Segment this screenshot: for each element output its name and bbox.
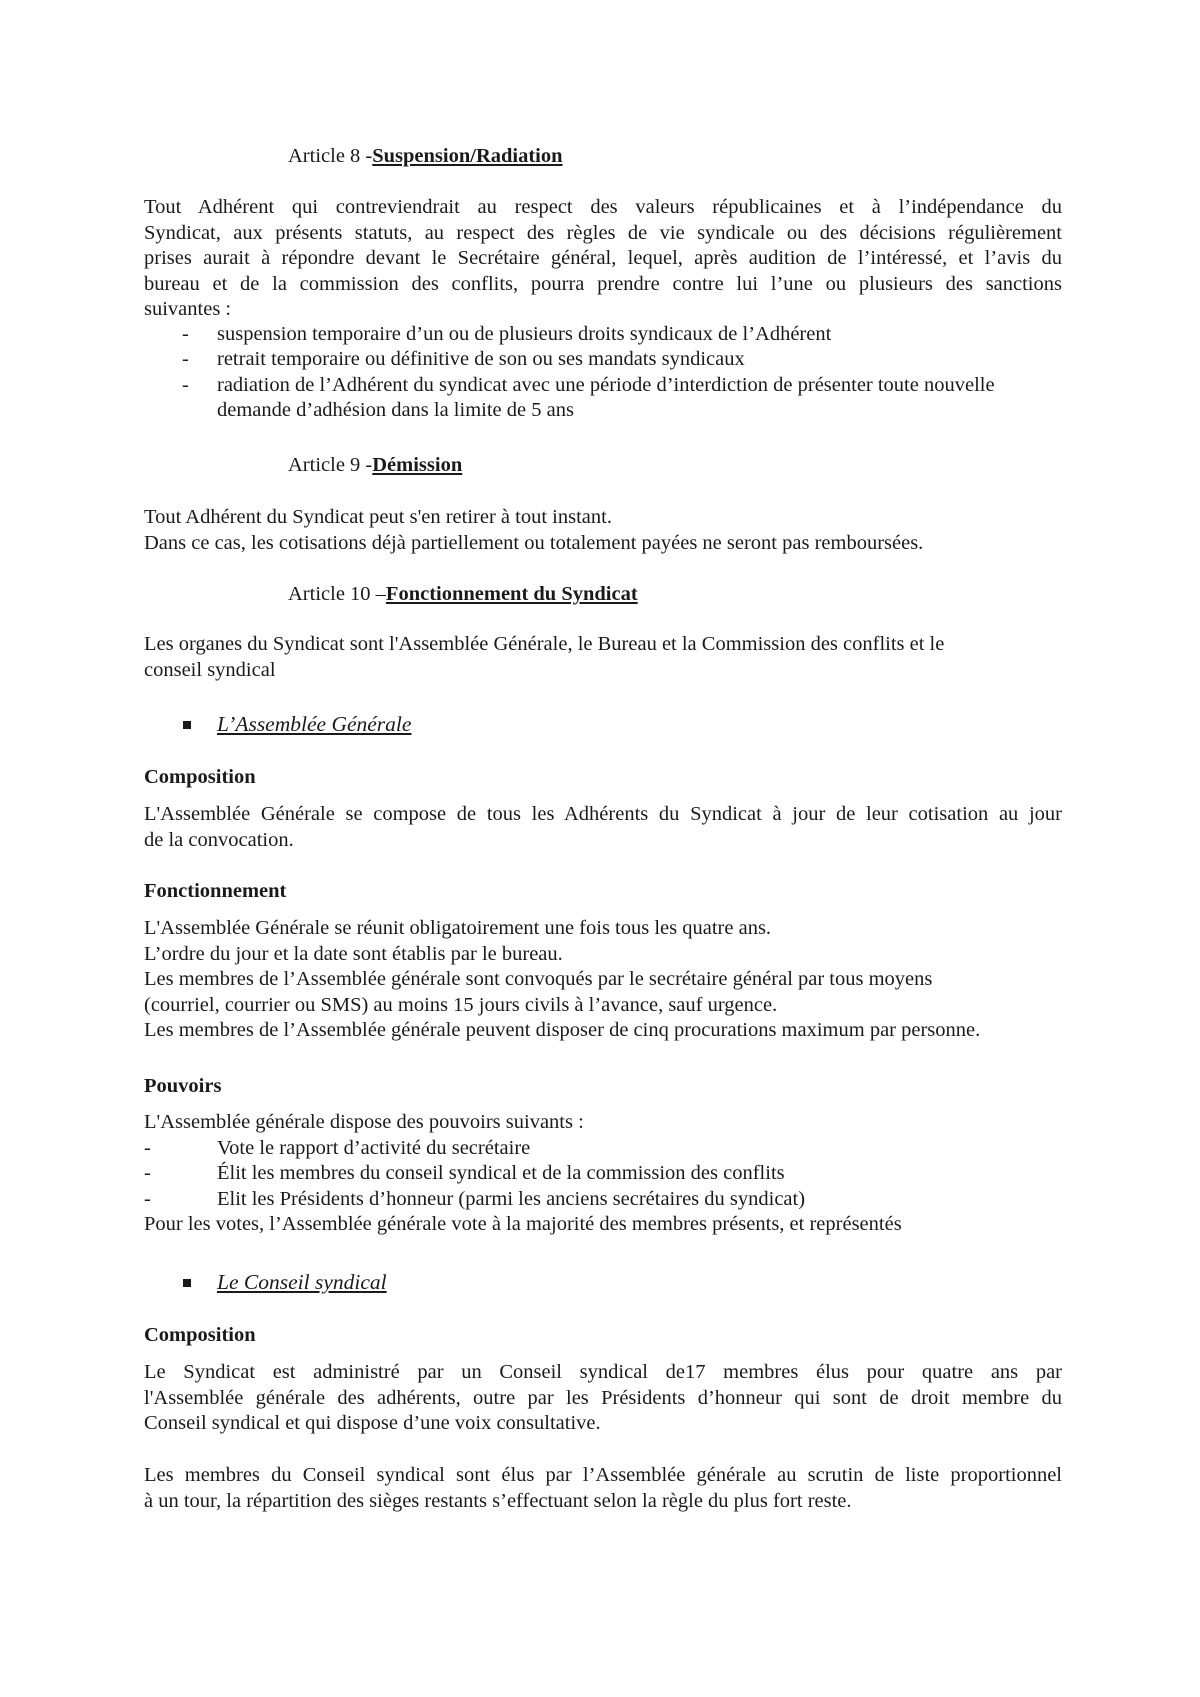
square-bullet-icon	[183, 1279, 191, 1287]
cs-election-paragraph: Les membres du Conseil syndical sont élus par l’Assemblée générale au scrutin de liste proportionnel à un tour, la répartition des sièges restants s’effectuant selon la règle du plus fort reste.	[144, 1464, 1062, 1512]
article-10-paragraph: Les organes du Syndicat sont l'Assemblée Générale, le Bureau et la Commission des conflits et le conseil syndical	[144, 633, 945, 681]
ag-pouvoirs-label: Pouvoirs	[144, 1075, 222, 1097]
ag-composition-paragraph: L'Assemblée Générale se compose de tous les Adhérents du Syndicat à jour de leur cotisation au jour de la convocation.	[144, 803, 1062, 851]
ag-fonctionnement-paragraph: L'Assemblée Générale se réunit obligatoirement une fois tous les quatre ans. L’ordre du jour et la date sont établis par le bureau. Les membres de l’Assemblée générale sont convoqués par le secrétaire général par tous moyens (courriel, courrier ou SMS) au moins 15 jours civils à l’avance, sauf urgence. Les membres de l’Assemblée générale peuvent disposer de cinq procurations maximum par personne.	[144, 917, 981, 1041]
article-9-title: Démission	[372, 454, 463, 476]
article-9-heading: Article 9 -Démission	[288, 454, 463, 476]
ag-composition-label: Composition	[144, 766, 256, 788]
article-8-title: Suspension/Radiation	[372, 145, 563, 167]
ag-pouvoirs-intro: L'Assemblée générale dispose des pouvoirs suivants :	[144, 1111, 584, 1133]
article-10-heading: Article 10 –Fonctionnement du Syndicat	[288, 583, 638, 605]
article-8-paragraph: Tout Adhérent qui contreviendrait au respect des valeurs républicaines et à l’indépendance du Syndicat, aux présents statuts, au respect des règles de vie syndicale ou des décisions régulièrement prises aurait à répondre devant le Secrétaire général, lequel, après audition de l’intéressé, et l’avis du bureau et de la commission des conflits, pourra prendre contre lui l’une ou plusieurs des sanctions suivantes :	[144, 196, 1062, 320]
document-page: Article 8 -Suspension/Radiation Tout Adhérent qui contreviendrait au respect des valeurs républicaines et à l’indépendance du Syndicat, aux présents statuts, au respect des règles de vie syndicale ou des décisions régulièrement prises aurait à répondre devant le Secrétaire général, lequel, après audition de l’intéressé, et l’avis du bureau et de la commission des conflits, pourra prendre contre lui l’une ou plusieurs des sanctions suivantes : - suspension temporaire d’un ou de plusieurs droits syndicaux de l’Adhérent - retrait temporaire ou définitive de son ou ses mandats syndicaux - radiation de l’Adhérent du syndicat avec une période d’interdiction de présenter toute nouvelle demande d’adhésion dans la limite de 5 ans Article 9 -Démission Tout Adhérent du Syndicat peut s'en retirer à tout instant. Dans ce cas, les cotisations déjà partiellement ou totalement payées ne seront pas remboursées. Article 10 –Fonctionnement du Syndicat Les organes du Syndicat sont l'Assemblée Générale, le Bureau et la Commission des conflits et le conseil syndical L’Assemblée Générale Composition L'Assemblée Générale se compose de tous les Adhérents du Syndicat à jour de leur cotisation au jour de la convocation. Fonctionnement L'Assemblée Générale se réunit obligatoirement une fois tous les quatre ans. L’ordre du jour et la date sont établis par le bureau. Les membres de l’Assemblée générale sont convoqués par le secrétaire général par tous moyens (courriel, courrier ou SMS) au moins 15 jours civils à l’avance, sauf urgence. Les membres de l’Assemblée générale peuvent disposer de cinq procurations maximum par personne. Pouvoirs L'Assemblée générale dispose des pouvoirs suivants : - Vote le rapport d’activité du secrétaire - Élit les membres du conseil syndical et de la commission des conflits - Elit les Présidents d’honneur (parmi les anciens secrétaires du syndicat) Pour les votes, l’Assemblée générale vote à la majorité des membres présents, et représentés Le Conseil syndical Composition Le Syndicat est administré par un Conseil syndical de17 membres élus pour quatre ans par l'Assemblée générale des adhérents, outre par les Présidents d’honneur qui sont de droit membre du Conseil syndical et qui dispose d’une voix consultative. Les membres du Conseil syndical sont élus par l’Assemblée générale au scrutin de liste proportionnel à un tour, la répartition des sièges restants s’effectuant selon la règle du plus fort reste.	[0, 0, 1200, 1697]
ag-fonctionnement-label: Fonctionnement	[144, 880, 287, 902]
article-9-paragraph: Tout Adhérent du Syndicat peut s'en retirer à tout instant. Dans ce cas, les cotisations déjà partiellement ou totalement payées ne seront pas remboursées.	[144, 506, 924, 554]
article-10-title: Fonctionnement du Syndicat	[385, 583, 638, 605]
square-bullet-icon	[183, 721, 191, 729]
ag-pouvoirs-outro: Pour les votes, l’Assemblée générale vote à la majorité des membres présents, et représentés	[144, 1213, 902, 1235]
article-8-heading: Article 8 -Suspension/Radiation	[288, 145, 563, 167]
cs-composition-label: Composition	[144, 1324, 256, 1346]
cs-composition-paragraph: Le Syndicat est administré par un Conseil syndical de17 membres élus pour quatre ans par l'Assemblée générale des adhérents, outre par les Présidents d’honneur qui sont de droit membre du Conseil syndical et qui dispose d’une voix consultative.	[144, 1361, 1062, 1434]
